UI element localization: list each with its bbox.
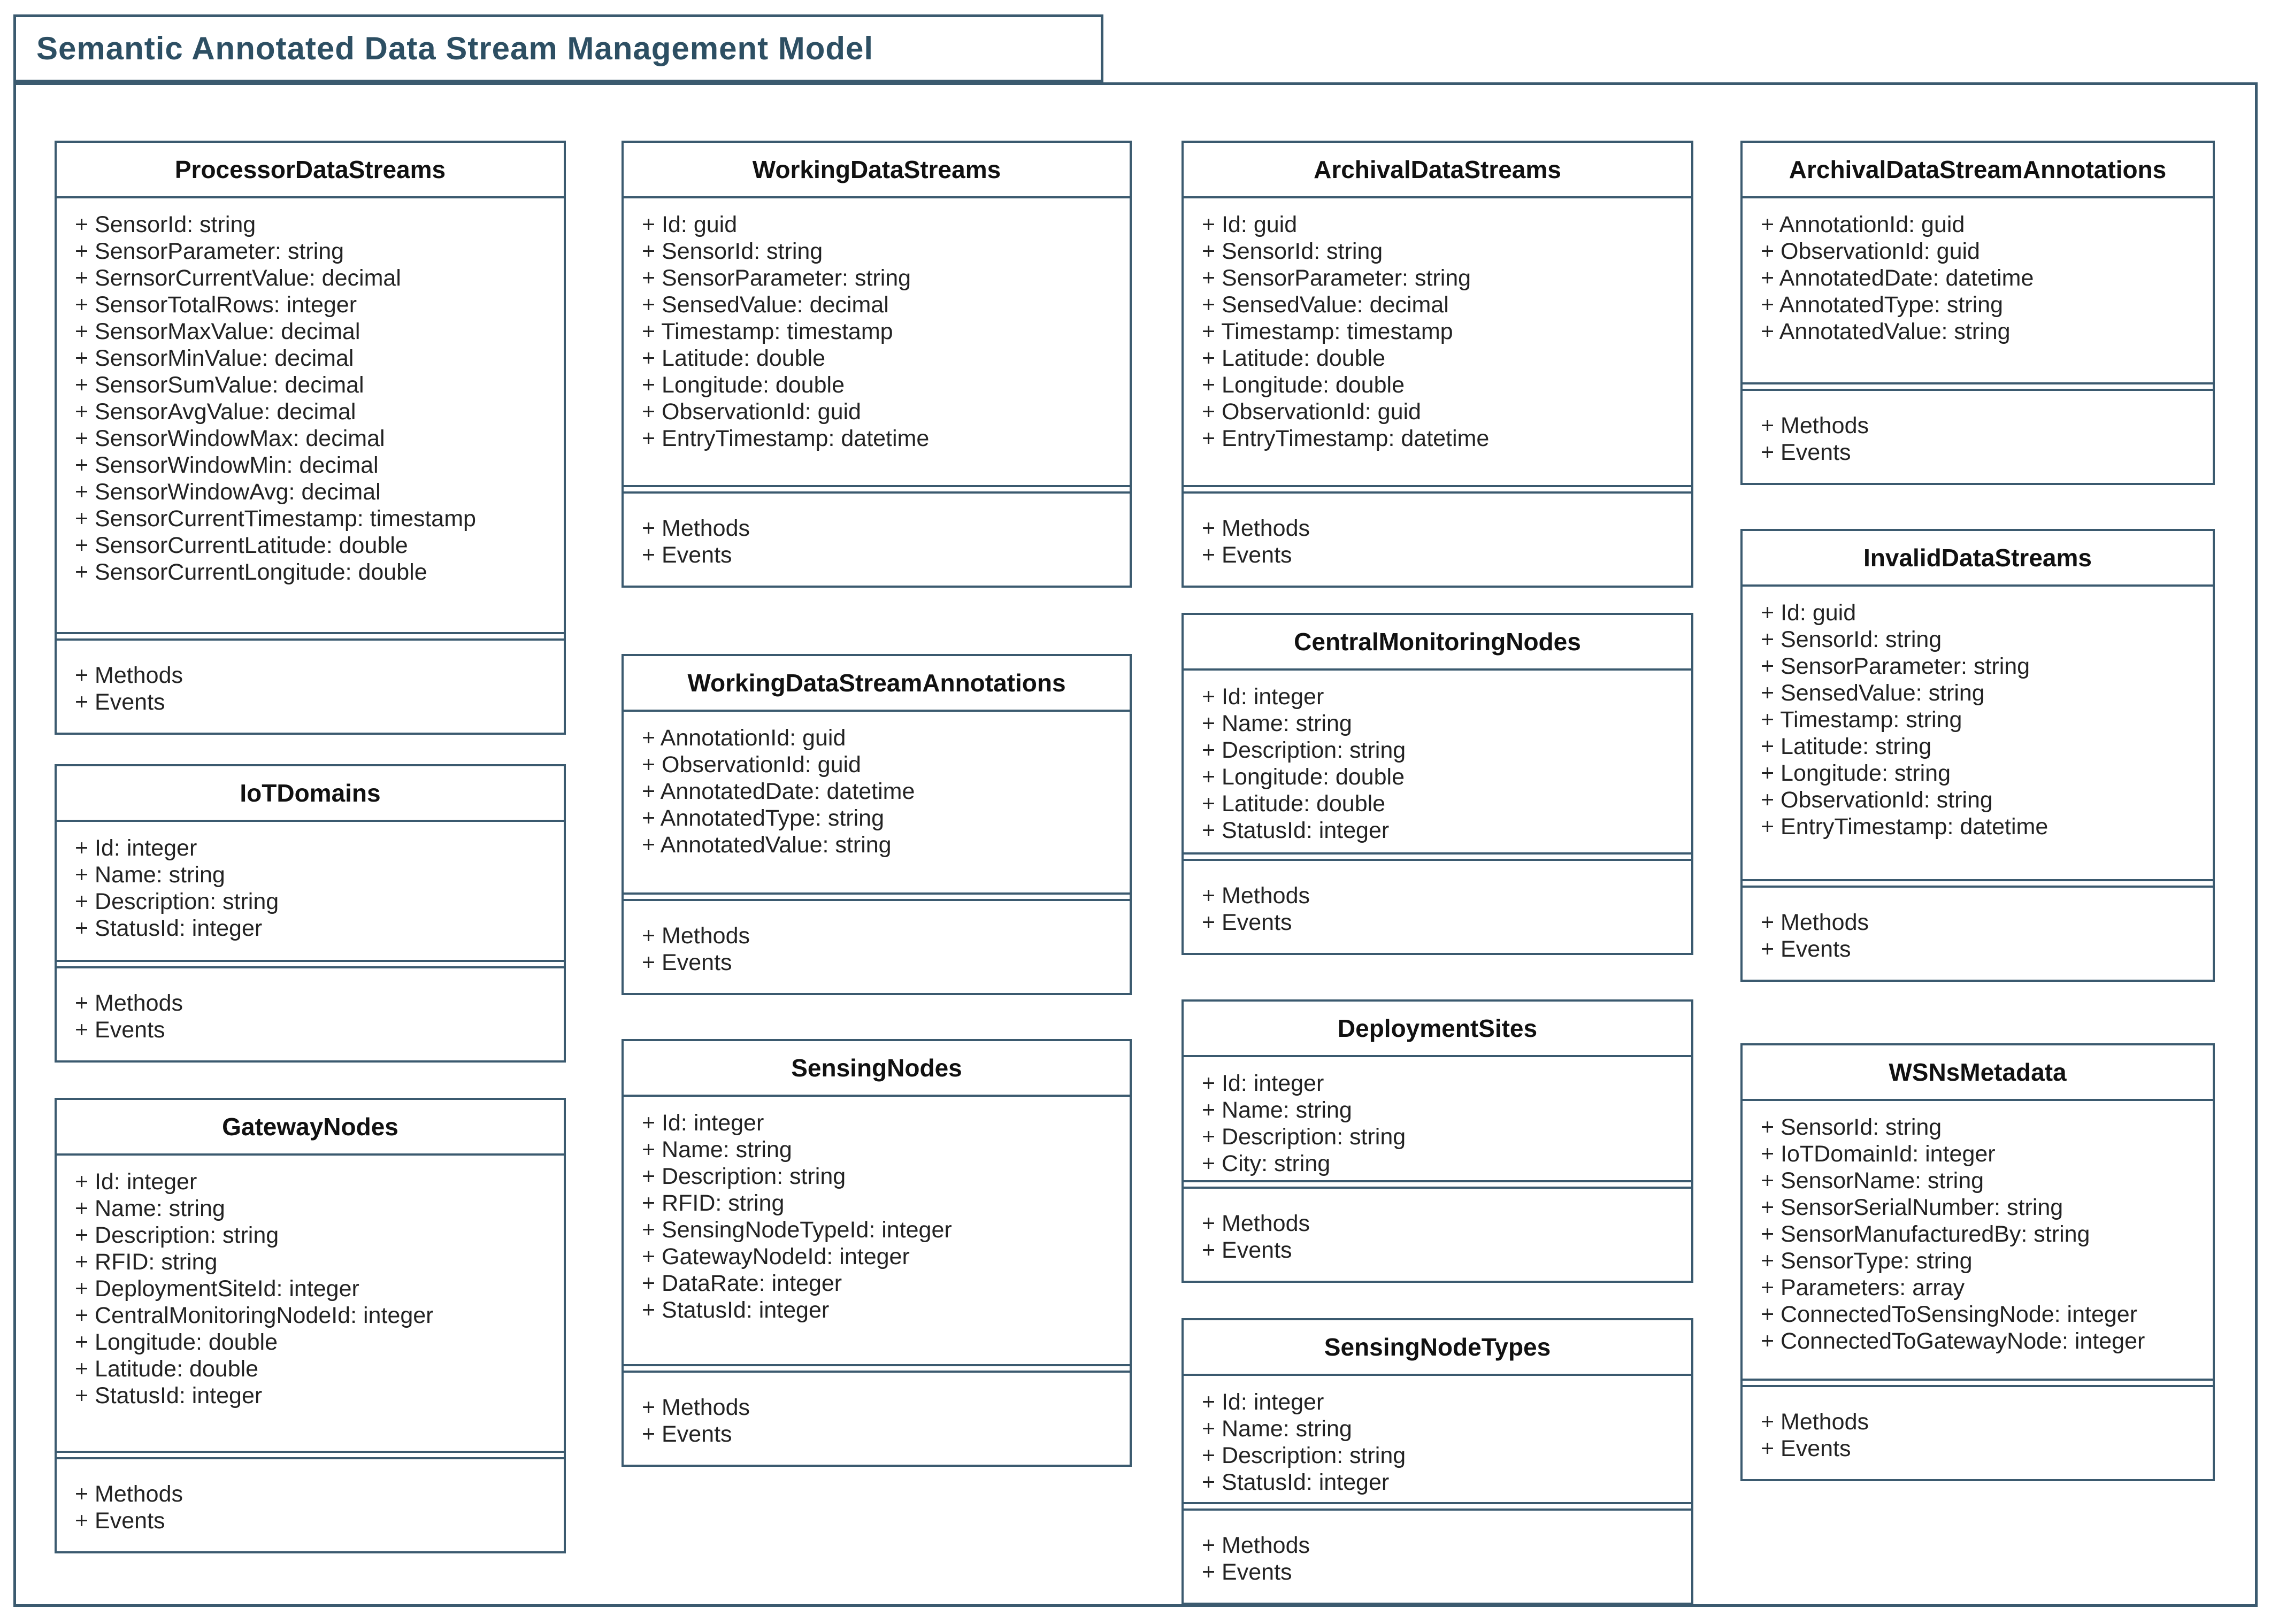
class-name: SensingNodes — [624, 1041, 1130, 1097]
attributes-compartment — [1184, 1057, 1691, 1180]
class-name: ProcessorDataStreams — [57, 143, 564, 198]
operation-line: + Methods — [642, 1395, 750, 1420]
attribute-line: + CentralMonitoringNodeId: integer — [75, 1303, 434, 1328]
compartment-divider — [1184, 852, 1691, 861]
attribute-line: + Latitude: string — [1761, 734, 1932, 759]
attribute-line: + SensorParameter: string — [75, 238, 344, 264]
attribute-line: + DataRate: integer — [642, 1271, 842, 1296]
class-central-monitoring-nodes — [1181, 613, 1693, 955]
operations-compartment — [624, 901, 1130, 993]
compartment-divider — [1743, 1379, 2213, 1387]
attribute-line: + Name: string — [1202, 711, 1352, 736]
attribute-line: + Timestamp: timestamp — [1202, 319, 1453, 344]
operations-compartment — [1743, 1387, 2213, 1479]
attribute-line: + SensorManufacturedBy: string — [1761, 1221, 2090, 1247]
operation-line: + Methods — [1202, 883, 1310, 909]
attributes-compartment — [57, 198, 564, 632]
compartment-divider — [624, 485, 1130, 494]
attribute-line: + SensorCurrentLatitude: double — [75, 533, 408, 558]
attribute-line: + City: string — [1202, 1151, 1331, 1176]
attribute-line: + Name: string — [1202, 1097, 1352, 1123]
attribute-line: + Description: string — [75, 889, 279, 914]
attribute-line: + Id: guid — [1202, 212, 1298, 237]
operation-line: + Events — [642, 1421, 732, 1447]
attribute-line: + Description: string — [75, 1222, 279, 1248]
operations-compartment — [1184, 1511, 1691, 1603]
attribute-line: + Id: integer — [1202, 684, 1324, 710]
attribute-line: + Longitude: double — [1202, 372, 1405, 398]
attribute-line: + SensorId: string — [1761, 627, 1942, 652]
attribute-line: + Id: integer — [1202, 1071, 1324, 1096]
attribute-line: + SensorParameter: string — [1761, 653, 2030, 679]
class-name: CentralMonitoringNodes — [1184, 615, 1691, 671]
attribute-line: + SensorParameter: string — [642, 265, 911, 291]
operations-compartment — [1184, 861, 1691, 953]
class-name: ArchivalDataStreamAnnotations — [1743, 143, 2213, 198]
attribute-line: + ConnectedToSensingNode: integer — [1761, 1302, 2138, 1327]
attribute-line: + DeploymentSiteId: integer — [75, 1276, 359, 1302]
attribute-line: + EntryTimestamp: datetime — [1202, 426, 1490, 451]
attribute-line: + Timestamp: string — [1761, 707, 1962, 733]
attribute-line: + Name: string — [75, 1196, 225, 1221]
operations-compartment — [57, 1459, 564, 1551]
attribute-line: + Latitude: double — [642, 345, 826, 371]
attribute-line: + SensorWindowMin: decimal — [75, 452, 379, 478]
class-name: SensingNodeTypes — [1184, 1320, 1691, 1376]
attribute-line: + SensorSumValue: decimal — [75, 372, 364, 398]
operation-line: + Methods — [1761, 910, 1869, 935]
operation-line: + Methods — [1761, 413, 1869, 438]
attribute-line: + SensorName: string — [1761, 1168, 1984, 1194]
attribute-line: + RFID: string — [642, 1190, 785, 1216]
operations-compartment — [624, 494, 1130, 586]
attribute-line: + Latitude: double — [1202, 791, 1386, 817]
compartment-divider — [1743, 382, 2213, 391]
attribute-line: + SensorId: string — [1761, 1114, 1942, 1140]
operation-line: + Events — [1202, 542, 1292, 568]
attribute-line: + AnnotatedType: string — [1761, 292, 2004, 318]
class-name: IoTDomains — [57, 766, 564, 822]
compartment-divider — [624, 1364, 1130, 1373]
operation-line: + Methods — [642, 515, 750, 541]
attribute-line: + AnnotatedDate: datetime — [1761, 265, 2034, 291]
compartment-divider — [1184, 1180, 1691, 1189]
attributes-compartment — [57, 822, 564, 960]
attribute-line: + SensorWindowAvg: decimal — [75, 479, 381, 505]
class-invalid-data-streams — [1740, 529, 2215, 982]
attribute-line: + Latitude: double — [1202, 345, 1386, 371]
attribute-line: + SensorParameter: string — [1202, 265, 1471, 291]
class-archival-data-streams — [1181, 141, 1693, 588]
operation-line: + Events — [1202, 910, 1292, 935]
operations-compartment — [1743, 391, 2213, 483]
class-working-data-streams — [622, 141, 1132, 588]
operation-line: + Methods — [1761, 1409, 1869, 1435]
operation-line: + Events — [1202, 1559, 1292, 1585]
operation-line: + Events — [75, 1508, 165, 1534]
attribute-line: + SensorId: string — [75, 212, 256, 237]
attribute-line: + SensorAvgValue: decimal — [75, 399, 356, 425]
attribute-line: + SensorCurrentLongitude: double — [75, 559, 427, 585]
attribute-line: + Description: string — [1202, 1124, 1406, 1150]
compartment-divider — [624, 892, 1130, 901]
attribute-line: + SensedValue: string — [1761, 680, 1985, 706]
compartment-divider — [1743, 879, 2213, 888]
attribute-line: + GatewayNodeId: integer — [642, 1244, 910, 1269]
attribute-line: + SensorTotalRows: integer — [75, 292, 357, 318]
operations-compartment — [1184, 494, 1691, 586]
operation-line: + Events — [75, 689, 165, 715]
compartment-divider — [1184, 485, 1691, 494]
attribute-line: + Id: integer — [75, 835, 197, 861]
operation-line: + Methods — [1202, 515, 1310, 541]
attribute-line: + ConnectedToGatewayNode: integer — [1761, 1328, 2145, 1354]
attribute-line: + SensingNodeTypeId: integer — [642, 1217, 952, 1243]
class-gateway-nodes — [55, 1098, 566, 1553]
attribute-line: + Id: integer — [75, 1169, 197, 1195]
operation-line: + Methods — [1202, 1533, 1310, 1558]
attribute-line: + Longitude: string — [1761, 760, 1951, 786]
attribute-line: + SensorCurrentTimestamp: timestamp — [75, 506, 476, 532]
attribute-line: + SensorId: string — [642, 238, 823, 264]
attribute-line: + Parameters: array — [1761, 1275, 1965, 1300]
operations-compartment — [1184, 1189, 1691, 1281]
operation-line: + Events — [75, 1017, 165, 1043]
attribute-line: + SensorType: string — [1761, 1248, 1973, 1274]
class-name: DeploymentSites — [1184, 1002, 1691, 1057]
operation-line: + Events — [1761, 440, 1851, 465]
operation-line: + Events — [1202, 1237, 1292, 1263]
attributes-compartment — [1743, 198, 2213, 382]
class-name: WorkingDataStreamAnnotations — [624, 656, 1130, 712]
operation-line: + Methods — [642, 923, 750, 949]
attributes-compartment — [624, 1097, 1130, 1364]
attribute-line: + Id: integer — [1202, 1389, 1324, 1415]
diagram-title: Semantic Annotated Data Stream Management Model — [36, 30, 874, 66]
compartment-divider — [1184, 1502, 1691, 1511]
class-deployment-sites — [1181, 999, 1693, 1283]
attribute-line: + Description: string — [642, 1164, 846, 1189]
class-iot-domains — [55, 764, 566, 1063]
attribute-line: + Longitude: double — [75, 1329, 278, 1355]
attribute-line: + AnnotationId: guid — [642, 725, 846, 751]
operation-line: + Events — [642, 950, 732, 975]
attribute-line: + IoTDomainId: integer — [1761, 1141, 1996, 1167]
attribute-line: + StatusId: integer — [1202, 818, 1390, 843]
compartment-divider — [57, 960, 564, 968]
attribute-line: + RFID: string — [75, 1249, 218, 1275]
attribute-line: + Latitude: double — [75, 1356, 259, 1382]
attribute-line: + ObservationId: guid — [642, 752, 861, 778]
attribute-line: + Name: string — [642, 1137, 792, 1163]
attribute-line: + ObservationId: string — [1761, 787, 1993, 813]
class-sensing-node-types — [1181, 1318, 1693, 1605]
attributes-compartment — [1184, 671, 1691, 852]
class-name: WSNsMetadata — [1743, 1045, 2213, 1101]
attribute-line: + SensorSerialNumber: string — [1761, 1195, 2063, 1220]
attribute-line: + Id: guid — [642, 212, 738, 237]
attribute-line: + ObservationId: guid — [642, 399, 861, 425]
operations-compartment — [57, 968, 564, 1060]
attribute-line: + SensorId: string — [1202, 238, 1383, 264]
operation-line: + Methods — [75, 1481, 183, 1507]
attribute-line: + EntryTimestamp: datetime — [1761, 814, 2048, 840]
operation-line: + Events — [642, 542, 732, 568]
attribute-line: + StatusId: integer — [75, 1383, 263, 1409]
attribute-line: + Timestamp: timestamp — [642, 319, 893, 344]
attribute-line: + Longitude: double — [1202, 764, 1405, 790]
attributes-compartment — [1743, 1101, 2213, 1379]
attribute-line: + Longitude: double — [642, 372, 845, 398]
attributes-compartment — [1184, 198, 1691, 485]
attribute-line: + EntryTimestamp: datetime — [642, 426, 930, 451]
attribute-line: + Description: string — [1202, 1443, 1406, 1468]
attribute-line: + Description: string — [1202, 737, 1406, 763]
attribute-line: + SensorWindowMax: decimal — [75, 426, 385, 451]
class-name: InvalidDataStreams — [1743, 531, 2213, 587]
operation-line: + Methods — [75, 663, 183, 688]
attributes-compartment — [624, 198, 1130, 485]
attribute-line: + AnnotatedDate: datetime — [642, 779, 915, 804]
attribute-line: + AnnotatedValue: string — [1761, 319, 2011, 344]
attribute-line: + Id: integer — [642, 1110, 764, 1136]
class-working-data-stream-annotations — [622, 654, 1132, 995]
operations-compartment — [57, 641, 564, 733]
attribute-line: + StatusId: integer — [1202, 1469, 1390, 1495]
class-name: WorkingDataStreams — [624, 143, 1130, 198]
attributes-compartment — [1743, 587, 2213, 879]
attributes-compartment — [57, 1156, 564, 1451]
class-wsns-metadata — [1740, 1043, 2215, 1481]
attribute-line: + SensorMinValue: decimal — [75, 345, 354, 371]
operation-line: + Events — [1761, 936, 1851, 962]
attribute-line: + SensorMaxValue: decimal — [75, 319, 360, 344]
diagram-title-box — [13, 14, 1103, 82]
attribute-line: + Name: string — [1202, 1416, 1352, 1442]
attribute-line: + StatusId: integer — [75, 915, 263, 941]
attribute-line: + AnnotationId: guid — [1761, 212, 1965, 237]
attribute-line: + SensedValue: decimal — [1202, 292, 1449, 318]
operations-compartment — [624, 1373, 1130, 1465]
attribute-line: + ObservationId: guid — [1202, 399, 1421, 425]
operation-line: + Events — [1761, 1436, 1851, 1461]
attribute-line: + AnnotatedValue: string — [642, 832, 892, 858]
class-sensing-nodes — [622, 1039, 1132, 1467]
operation-line: + Methods — [1202, 1211, 1310, 1236]
attributes-compartment — [1184, 1376, 1691, 1502]
attribute-line: + Name: string — [75, 862, 225, 888]
class-archival-data-stream-annotations — [1740, 141, 2215, 485]
attribute-line: + ObservationId: guid — [1761, 238, 1980, 264]
attribute-line: + AnnotatedType: string — [642, 805, 885, 831]
attributes-compartment — [624, 712, 1130, 892]
operation-line: + Methods — [75, 990, 183, 1016]
attribute-line: + SensedValue: decimal — [642, 292, 889, 318]
attribute-line: + SernsorCurrentValue: decimal — [75, 265, 401, 291]
class-processor-data-streams — [55, 141, 566, 735]
compartment-divider — [57, 632, 564, 641]
class-name: ArchivalDataStreams — [1184, 143, 1691, 198]
attribute-line: + Id: guid — [1761, 600, 1856, 626]
attribute-line: + StatusId: integer — [642, 1297, 830, 1323]
operations-compartment — [1743, 888, 2213, 980]
compartment-divider — [57, 1451, 564, 1459]
class-name: GatewayNodes — [57, 1100, 564, 1156]
